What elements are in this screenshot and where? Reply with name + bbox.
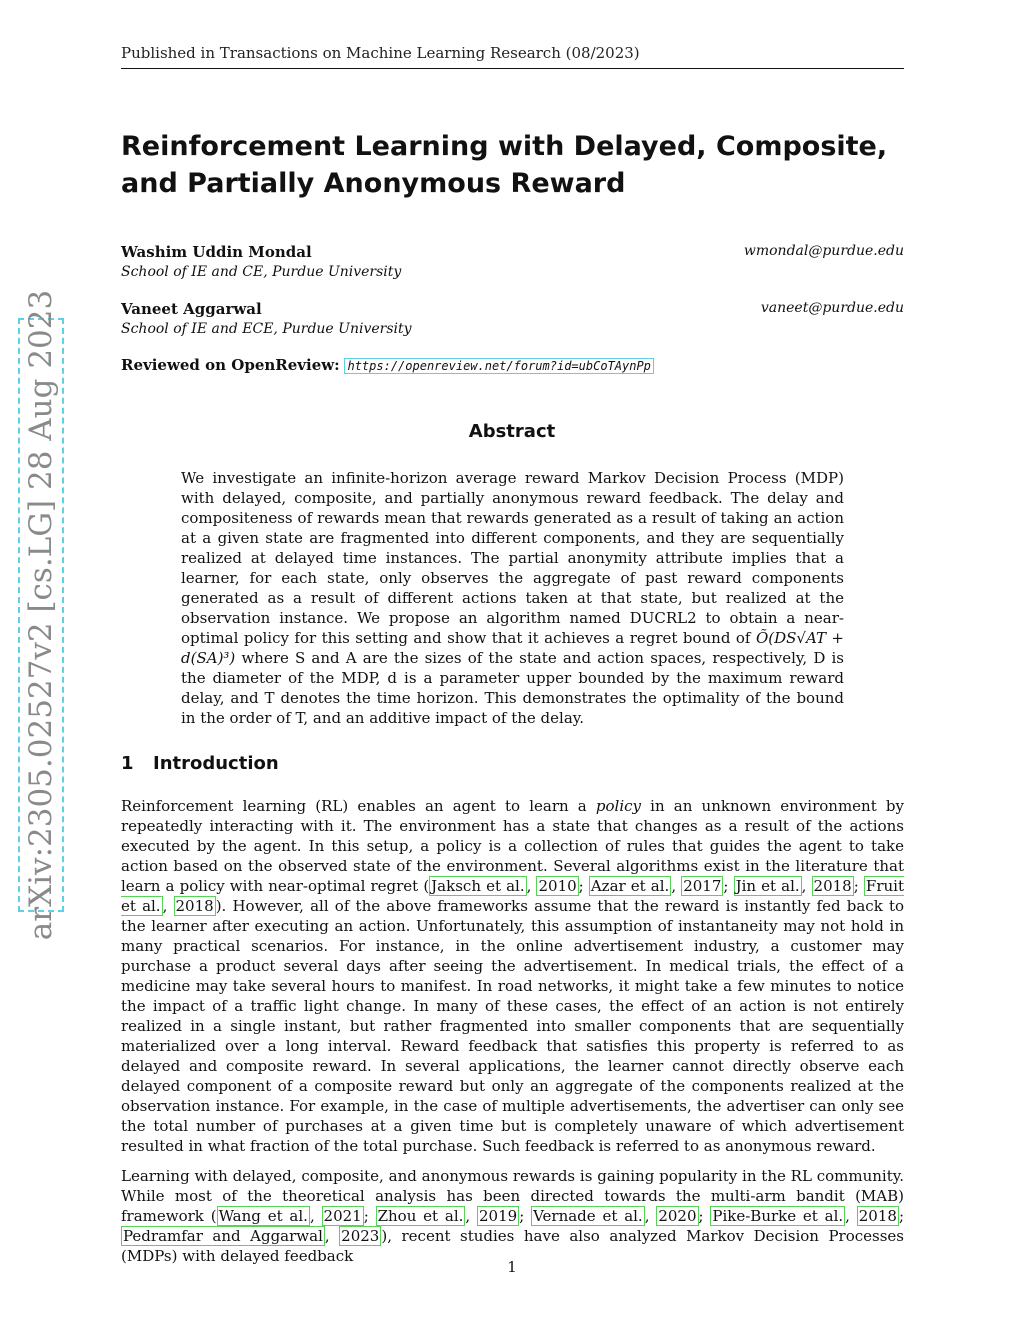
citation-link[interactable]: 2021: [323, 1207, 362, 1225]
author-name: Vaneet Aggarwal: [121, 300, 262, 318]
author-affiliation: School of IE and CE, Purdue University: [121, 264, 402, 280]
citation-link[interactable]: 2018: [175, 897, 214, 915]
citation-link[interactable]: Jin et al.: [735, 877, 800, 895]
citation-link[interactable]: Pike-Burke et al.: [712, 1207, 844, 1225]
introduction-body: [121, 796, 904, 1276]
citation-link[interactable]: 2023: [341, 1227, 380, 1245]
section-heading: [121, 753, 279, 774]
citation-link[interactable]: Wang et al.: [218, 1207, 308, 1225]
emphasis: policy: [595, 797, 642, 815]
paragraph: Learning with delayed, composite, and anonymous rewards is gaining popularity in the RL community. While most of the theoretical analysis has been directed towards the multi-arm bandit (MAB) framework ( Wang et al. , 2021 ; Zhou et al. , 2019 ; Vernade et al. , 2020 ; Pike-Burke et al. , 2018 ; Pedramfar and Aggarwal , 2023 ), recent studies have also analyzed Markov Decision Processes (MDPs) with delayed feedback: [121, 1167, 905, 1265]
author-email[interactable]: vaneet@purdue.edu: [760, 300, 904, 316]
author-affiliation: School of IE and ECE, Purdue University: [121, 321, 412, 337]
abstract-text: where S and A are the sizes of the state and action spaces, respectively, D is the diameter of the MDP, d is a parameter upper bounded by the maximum reward delay, and T denotes the time horizon. This demonstrates the optimality of the bound in the order of T, and an additive impact of the delay.: [181, 649, 844, 727]
citation-link[interactable]: Azar et al.: [590, 877, 670, 895]
text: ), recent studies have also analyzed Markov Decision Processes (MDPs) with delayed feedback: [121, 1227, 904, 1265]
citation-link[interactable]: Zhou et al.: [377, 1207, 464, 1225]
citation-link[interactable]: 2018: [858, 1207, 897, 1225]
citation-link[interactable]: Pedramfar and Aggarwal: [123, 1227, 323, 1245]
author-block-2: [121, 300, 904, 337]
author-block-1: [121, 243, 904, 280]
text: Reinforcement learning (RL) enables an agent to learn a: [121, 797, 587, 815]
abstract-text: We investigate an infinite-horizon average reward Markov Decision Process (MDP) with delayed, composite, and partially anonymous reward feedback. The delay and compositeness of rewards mean that rewards generated as a result of taking an action at a given state are fragmented into different components, and they are sequentially realized at delayed time instances. The partial anonymity attribute implies that a learner, for each state, only observes the aggregate of past reward components generated as a result of different actions taken at that state, but realized at the observation instance. We propose an algorithm named DUCRL2 to obtain a near-optimal policy for this setting and show that it achieves a regret bound of: [181, 469, 844, 647]
citation-link[interactable]: 2018: [813, 877, 852, 895]
journal-header: Published in Transactions on Machine Learning Research (08/2023): [121, 44, 904, 69]
arxiv-id: arXiv:2305.02527v2 [cs.LG] 28 Aug 2023: [23, 289, 59, 941]
abstract-body: [181, 468, 844, 728]
citation-link[interactable]: 2017: [683, 877, 722, 895]
abstract-heading: Abstract: [468, 421, 556, 442]
citation-link[interactable]: 2019: [479, 1207, 518, 1225]
paper-title: Reinforcement Learning with Delayed, Composite, and Partially Anonymous Reward: [121, 131, 888, 199]
section-title: Introduction: [153, 753, 279, 774]
openreview-link[interactable]: https://openreview.net/forum?id=ubCoTAynPp: [344, 358, 653, 374]
regret-bound-formula: Õ(DS√AT + d(SA)³): [181, 629, 844, 667]
review-label: Reviewed on OpenReview:: [121, 356, 340, 374]
page-number: 1: [507, 1258, 517, 1276]
text: Learning with delayed, composite, and anonymous rewards is gaining popularity in the RL community. While most of the theoretical analysis has been directed towards the multi-arm bandit (MAB) framework (: [121, 1167, 904, 1225]
citation-link[interactable]: 2010: [538, 877, 577, 895]
review-info: [121, 356, 654, 374]
citation-link[interactable]: Vernade et al.: [533, 1207, 643, 1225]
arxiv-stamp[interactable]: [18, 289, 64, 941]
text: in an unknown environment by repeatedly interacting with it. The environment has a state that changes as a result of the actions executed by the agent. In this setup, a policy is a collection of rules that guides the agent to take action based on the observed state of the environment. Several algorithms exist in the literature that learn a policy with near-optimal regret (: [121, 797, 904, 895]
section-number: 1: [121, 753, 134, 774]
author-email[interactable]: wmondal@purdue.edu: [743, 243, 904, 259]
text: ). However, all of the above frameworks assume that the reward is instantly fed back to the learner after executing an action. Unfortunately, this assumption of instantaneity may not hold in many practical scenarios. For instance, in the online advertisement industry, a customer may purchase a product several days after seeing the advertisement. In medical trials, the effect of a medicine may take several hours to manifest. In road networks, it might take a few minutes to notice the impact of a traffic light change. In many of these cases, the effect of an action is not entirely realized in a single instant, but rather fragmented into smaller components that are sequentially materialized over a long interval. Reward feedback that satisfies this property is referred to as delayed and composite reward. In several applications, the learner cannot directly observe each delayed component of a composite reward but only an aggregate of the components realized at the observation instance. For example, in the case of multiple advertisements, the advertiser can only see the total number of purchases at a given time but is completely unaware of which advertisement resulted in what fraction of the total purchase. Such feedback is referred to as anonymous reward.: [121, 897, 904, 1155]
citation-link[interactable]: Fruit et al.: [121, 877, 904, 915]
author-name: Washim Uddin Mondal: [121, 243, 312, 261]
citation-link[interactable]: Jaksch et al.: [431, 877, 525, 895]
paragraph: Reinforcement learning (RL) enables an agent to learn a policy in an unknown environment by repeatedly interacting with it. The environment has a state that changes as a result of the actions executed by the agent. In this setup, a policy is a collection of rules that guides the agent to take action based on the observed state of the environment. Several algorithms exist in the literature that learn a policy with near-optimal regret ( Jaksch et al. , 2010 ; Azar et al. , 2017 ; Jin et al. , 2018 ; Fruit et al. , 2018 ). However, all of the above frameworks assume that the reward is instantly fed back to the learner after executing an action. Unfortunately, this assumption of instantaneity may not hold in many practical scenarios. For instance, in the online advertisement industry, a customer may purchase a product several days after seeing the advertisement. In medical trials, the effect of a medicine may take several hours to manifest. In road networks, it might take a few minutes to notice the impact of a traffic light change. In many of these cases, the effect of an action is not entirely realized in a single instant, but rather fragmented into smaller components that are sequentially materialized over a long interval. Reward feedback that satisfies this property is referred to as delayed and composite reward. In several applications, the learner cannot directly observe each delayed component of a composite reward but only an aggregate of the components realized at the observation instance. For example, in the case of multiple advertisements, the advertiser can only see the total number of purchases at a given time but is completely unaware of which advertisement resulted in what fraction of the total purchase. Such feedback is referred to as anonymous reward.: [121, 797, 904, 1155]
citation-link[interactable]: 2020: [658, 1207, 697, 1225]
